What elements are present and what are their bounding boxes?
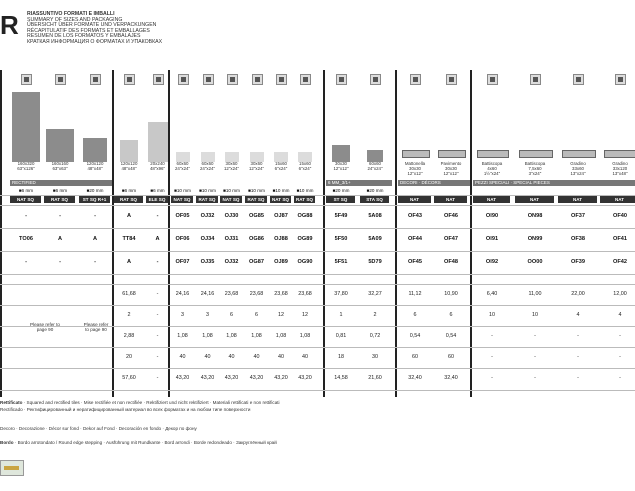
packaging-value: 37,80 [334, 291, 348, 297]
product-code: ON98 [527, 213, 543, 219]
shade-variation-icon [276, 74, 287, 85]
packaging-value: 11,12 [408, 291, 422, 297]
product-code: OF48 [444, 259, 458, 265]
packaging-value: 57,60 [122, 375, 136, 381]
thickness-label: ■20 mm [366, 188, 384, 193]
product-code: 5A08 [368, 213, 382, 219]
product-code: OF40 [613, 213, 627, 219]
tile-size-swatch [148, 122, 168, 162]
size-inch: 1½"x24" [483, 171, 501, 176]
product-code: OJ30 [224, 213, 239, 219]
size-cm: Gradino 33x60 [570, 161, 586, 171]
product-code: OF38 [571, 236, 585, 242]
row-divider [0, 195, 635, 196]
header-line: SUMMARY OF SIZES AND PACKAGING [27, 16, 123, 23]
packaging-value: 43,20 [274, 375, 288, 381]
product-code: OO00 [527, 259, 543, 265]
packaging-value: 24,16 [200, 291, 215, 297]
packaging-value: 20 [126, 354, 132, 360]
shade-variation-icon [55, 74, 66, 85]
packaging-value: 23,68 [249, 291, 264, 297]
packaging-value: 4 [576, 312, 580, 318]
thickness-label: ■6 mm [150, 188, 165, 193]
shade-variation-icon [21, 74, 32, 85]
brand-logo: R [0, 10, 18, 40]
row-divider [0, 368, 635, 369]
size-label [360, 161, 390, 171]
packaging-value: - [491, 333, 493, 339]
trim-piece-swatch [438, 150, 466, 158]
size-label [245, 161, 268, 171]
size-inch: 12"x12" [407, 171, 423, 176]
size-cm: 30x60 [225, 161, 238, 166]
thickness-label: ■20 mm [332, 188, 350, 193]
size-cm: Pavimento 30x30 [440, 161, 462, 171]
product-code: OF06 [175, 236, 190, 242]
packaging-value: 23,68 [274, 291, 288, 297]
packaging-value: 0,72 [369, 333, 381, 339]
size-inch: 6"x24" [274, 166, 288, 171]
shade-variation-icon [410, 74, 421, 85]
packaging-value: 12,00 [613, 291, 627, 297]
product-code: OF37 [571, 213, 585, 219]
size-cm: 160x320 [17, 161, 35, 166]
summary-header [27, 12, 162, 46]
product-code: - [25, 213, 27, 219]
product-code: OF44 [408, 236, 422, 242]
footer-text: · Bordo arrotondato / Round edge stepping · Ausführung mit Rundkante · Bord arrondi · Borde redondeado · Закруглённый край [13, 440, 277, 445]
size-label [171, 161, 194, 171]
product-code: OF43 [408, 213, 422, 219]
size-label [398, 161, 432, 176]
product-code: A [92, 236, 98, 242]
packaging-value: 40 [179, 354, 186, 360]
tile-size-swatch [332, 145, 350, 162]
product-code: OF47 [444, 236, 458, 242]
column-header: NAT SQ [271, 197, 289, 202]
product-code: OF39 [571, 259, 585, 265]
product-code: - [94, 259, 96, 265]
shade-variation-icon [227, 74, 238, 85]
trim-piece-swatch [562, 150, 596, 158]
tile-size-swatch [46, 129, 74, 162]
packaging-value: 43,20 [249, 375, 264, 381]
size-inch: 12"x12" [443, 171, 459, 176]
packaging-value: 10 [489, 312, 495, 318]
packaging-value: 2 [127, 312, 131, 318]
size-cm: 120x120 [86, 161, 104, 166]
product-code: OG87 [249, 259, 264, 265]
packaging-value: 1,08 [177, 333, 188, 339]
thickness-label: ■6 mm [18, 188, 34, 193]
thickness-label: ■10 mm [174, 188, 191, 193]
column-header: NAT [398, 196, 431, 203]
column-header: NAT [434, 196, 467, 203]
footer-note-rectified [0, 400, 280, 405]
packaging-value: 18 [338, 354, 344, 360]
thickness-label: ■10 mm [248, 188, 265, 193]
column-header: NAT [558, 196, 597, 203]
row-divider [0, 305, 635, 306]
size-cm: 160x160 [51, 161, 69, 166]
product-code: - [156, 213, 159, 219]
packaging-value: 6 [413, 312, 417, 318]
product-code: OF42 [613, 259, 627, 265]
size-label [515, 161, 555, 176]
footer-note-rectified-ru: Rectificado · Ректифицированный и нератифицированный материал во всех форматах и на любом типе поверхности [0, 407, 251, 412]
packaging-value: 6,40 [486, 291, 498, 297]
trim-piece-swatch [477, 150, 509, 158]
refer-note: Please refer to page 90 [83, 322, 109, 333]
size-inch: 48"x48" [121, 166, 137, 171]
column-header: NAT SQ [10, 196, 41, 203]
size-cm: 60x60 [201, 161, 214, 166]
product-code: OG88 [297, 213, 313, 219]
shade-variation-icon [124, 74, 135, 85]
shade-variation-icon [615, 74, 626, 85]
tile-size-swatch [120, 140, 138, 162]
product-code: OJ87 [274, 213, 288, 219]
thickness-label: ■20 mm [86, 188, 104, 193]
product-code: A [126, 213, 132, 219]
packaging-value: 0,54 [409, 333, 421, 339]
product-code: A [155, 236, 160, 242]
shade-variation-icon [370, 74, 381, 85]
packaging-value: - [619, 375, 621, 381]
trim-piece-swatch [604, 150, 635, 158]
packaging-value: 22,00 [571, 291, 585, 297]
packaging-value: - [619, 333, 621, 339]
trim-piece-swatch [519, 150, 553, 158]
packaging-value: - [156, 375, 159, 381]
shade-variation-icon [203, 74, 214, 85]
packaging-value: - [156, 312, 159, 318]
trim-piece-swatch [402, 150, 430, 158]
product-code: OJ34 [200, 236, 215, 242]
size-inch: 3"x24" [528, 171, 542, 176]
size-label [434, 161, 468, 176]
size-inch: 63"x63" [52, 166, 68, 171]
size-label [79, 161, 111, 171]
product-code: OJ88 [274, 236, 288, 242]
size-cm: 120x120 [120, 161, 138, 166]
shade-variation-icon [573, 74, 584, 85]
tile-size-swatch [83, 138, 107, 162]
thickness-label: ■10 mm [199, 188, 216, 193]
shade-variation-icon [487, 74, 498, 85]
row-divider [0, 390, 635, 391]
product-code: OG86 [249, 236, 264, 242]
size-inch: 6"x24" [298, 166, 312, 171]
product-code: OF41 [613, 236, 627, 242]
size-cm: Gradino 33x120 [612, 161, 628, 171]
packaging-value: 32,40 [408, 375, 422, 381]
shade-variation-icon [153, 74, 164, 85]
packaging-value: 43,20 [200, 375, 215, 381]
packaging-value: 60 [448, 354, 454, 360]
size-label [558, 161, 598, 176]
product-code: OG90 [297, 259, 313, 265]
packaging-value: 1,08 [251, 333, 262, 339]
size-label [473, 161, 511, 176]
pallet-icon [0, 460, 24, 476]
product-code: OJ32 [200, 213, 215, 219]
packaging-value: 40 [278, 354, 284, 360]
size-inch: 63"x126" [17, 166, 35, 171]
product-code: 5F49 [334, 213, 348, 219]
size-inch: 48"x48" [87, 166, 103, 171]
packaging-value: - [156, 333, 159, 339]
packaging-value: 1,08 [299, 333, 311, 339]
packaging-value: 3 [206, 312, 209, 318]
shade-variation-icon [336, 74, 347, 85]
size-label [326, 161, 356, 171]
product-code: A [57, 236, 63, 242]
band-decors: DECORI · DÉCORS [398, 180, 470, 186]
packaging-value: 32,40 [444, 375, 458, 381]
product-code: - [59, 259, 61, 265]
product-code: - [25, 259, 27, 265]
column-header: RAT SQ [196, 196, 218, 203]
shade-variation-icon [178, 74, 189, 85]
column-header: NAT [600, 196, 635, 203]
thickness-label: ■10 mm [296, 188, 314, 193]
product-code: TO06 [19, 236, 33, 242]
size-inch: 12"x24" [248, 166, 265, 171]
packaging-value: - [156, 354, 159, 360]
product-code: OG85 [249, 213, 264, 219]
column-header: NAT SQ [220, 196, 242, 203]
band-special-pieces: PEZZI SPECIALI · SPECIAL PIECES [473, 180, 635, 186]
size-inch: 24"x24" [367, 166, 383, 171]
size-label [196, 161, 219, 171]
size-label [220, 161, 243, 171]
header-line: RESUMEN DE LOS FORMATOS Y EMBALAJES [27, 33, 141, 40]
footer-text: · Squared and rectified tiles · Mise rectifiée et non rectifiée · Rektifiziert und nicht rektifiziert · Materiali rettificati e non rettificati [22, 400, 280, 405]
column-header: ST SQ [326, 196, 355, 203]
packaging-value: - [577, 375, 579, 381]
packaging-value: 40 [302, 354, 308, 360]
product-code: - [156, 259, 159, 265]
column-header: ST SQ R+1 [79, 196, 110, 203]
packaging-value: 11,00 [528, 291, 542, 297]
size-inch: 12"x24" [223, 166, 240, 171]
row-divider [0, 205, 635, 206]
size-cm: 60x60 [176, 161, 189, 166]
packaging-value: - [619, 354, 621, 360]
packaging-value: - [577, 333, 579, 339]
tile-size-swatch [12, 92, 40, 162]
product-code: OF46 [444, 213, 458, 219]
column-header: RAT SQ [114, 196, 143, 203]
size-label [270, 161, 292, 171]
packaging-value: 2,88 [123, 333, 135, 339]
footer-label: Bordo [0, 440, 14, 445]
column-header: NAT [515, 196, 554, 203]
packaging-value: 1 [339, 312, 343, 318]
packaging-value: - [577, 354, 579, 360]
size-inch: 13"x48" [612, 171, 628, 176]
packaging-value: - [491, 354, 493, 360]
packaging-value: 24,16 [175, 291, 190, 297]
refer-note: Please refer to page 90 [30, 322, 60, 333]
column-header: RAT SQ [44, 196, 75, 203]
size-label [114, 161, 144, 171]
packaging-value: 60 [412, 354, 418, 360]
product-code: 5A09 [368, 236, 382, 242]
packaging-value: 43,20 [298, 375, 312, 381]
packaging-value: 3 [181, 312, 184, 318]
row-divider [0, 228, 635, 229]
packaging-value: 23,68 [224, 291, 239, 297]
packaging-value: 6 [230, 312, 233, 318]
packaging-value: - [534, 354, 536, 360]
packaging-value: 10,90 [444, 291, 458, 297]
packaging-value: 40 [204, 354, 211, 360]
footer-note-edge [0, 440, 277, 445]
band-6mm: 6 MM_3/1+ [326, 180, 392, 186]
size-label [146, 161, 169, 171]
packaging-value: 12 [302, 312, 308, 318]
row-divider [0, 284, 635, 285]
packaging-value: 23,68 [298, 291, 312, 297]
footer-label: Rettificato [0, 400, 23, 405]
column-header: RAT SQ [245, 196, 267, 203]
packaging-value: - [156, 291, 159, 297]
packaging-value: 21,60 [368, 375, 382, 381]
header-line: RIASSUNTIVO FORMATI E IMBALLI [27, 11, 115, 17]
size-cm: 30x60 [250, 161, 263, 166]
packaging-value: 10 [532, 312, 538, 318]
packaging-value: 0,81 [335, 333, 347, 339]
size-label [44, 161, 76, 171]
shade-variation-icon [90, 74, 101, 85]
packaging-value: 12 [278, 312, 284, 318]
product-code: OG89 [297, 236, 313, 242]
header-line: КРАТКАЯ ИНФОРМАЦИЯ О ФОРМАТАХ И УПАКОВКАХ [27, 38, 163, 45]
product-code: OF07 [175, 259, 190, 265]
product-code: OI91 [485, 236, 499, 242]
product-code: 5F51 [334, 259, 348, 265]
shade-variation-icon [252, 74, 263, 85]
thickness-label: ■6 mm [121, 188, 137, 193]
packaging-value: 40 [228, 354, 235, 360]
size-cm: Battiscopa 7,5x60 [524, 161, 546, 171]
packaging-value: 0,54 [445, 333, 457, 339]
product-code: 5D79 [368, 259, 382, 265]
packaging-value: 6 [449, 312, 453, 318]
column-header: NAT [473, 196, 510, 203]
footer-note-decor: Decoro · Decorazione · Décor sur fond · Dekor auf Fond · Decoración en fondo · Декор по фону [0, 426, 197, 431]
packaging-value: 1,08 [275, 333, 287, 339]
size-cm: 20x240 [150, 161, 165, 166]
packaging-value: 14,58 [334, 375, 348, 381]
packaging-value: 32,27 [368, 291, 382, 297]
band-rectified: RECTIFIED [10, 180, 112, 186]
product-code: OJ32 [224, 259, 239, 265]
shade-variation-icon [446, 74, 457, 85]
shade-variation-icon [300, 74, 311, 85]
product-code: OJ89 [274, 259, 288, 265]
size-cm: 30x30 [335, 161, 347, 166]
column-header: RAT SQ [295, 197, 313, 202]
product-code: 5F50 [334, 236, 348, 242]
header-line: ÜBERSICHT ÜBER FORMATE UND VERPACKUNGEN [27, 22, 157, 29]
column-header: ELE SQ [146, 196, 168, 203]
row-divider [0, 347, 635, 348]
thickness-label: ■10 mm [272, 188, 290, 193]
row-divider [0, 251, 635, 252]
size-inch: 24"x24" [174, 166, 191, 171]
size-cm: 15x60 [299, 161, 311, 166]
size-inch: 13"x24" [570, 171, 586, 176]
product-code: OF05 [175, 213, 190, 219]
size-cm: Mattonella 30x30 [404, 161, 426, 171]
packaging-value: 61,68 [122, 291, 136, 297]
column-header: NAT SQ [171, 196, 193, 203]
product-code: OI92 [485, 259, 499, 265]
size-label [294, 161, 316, 171]
packaging-value: 43,20 [175, 375, 190, 381]
product-code: - [59, 213, 61, 219]
packaging-value: 4 [618, 312, 622, 318]
product-code: ON99 [527, 236, 543, 242]
size-cm: 15x60 [275, 161, 287, 166]
product-code: OI90 [485, 213, 499, 219]
header-line: RÉCAPITULATIF DES FORMATS ET EMBALLAGES [27, 27, 150, 34]
product-code: OJ35 [200, 259, 215, 265]
product-code: OJ31 [224, 236, 239, 242]
packaging-value: 1,08 [226, 333, 237, 339]
packaging-value: 43,20 [224, 375, 239, 381]
packaging-value: - [491, 375, 493, 381]
size-inch: 12"x12" [333, 166, 349, 171]
product-code: TT84 [122, 236, 136, 242]
shade-variation-icon [530, 74, 541, 85]
packaging-value: 6 [255, 312, 258, 318]
packaging-value: - [534, 375, 536, 381]
product-code: - [94, 213, 96, 219]
packaging-value: 40 [253, 354, 260, 360]
thickness-label: ■10 mm [223, 188, 240, 193]
packaging-value: - [534, 333, 536, 339]
size-label [10, 161, 42, 171]
size-cm: Battiscopa 4x60 [481, 161, 503, 171]
size-label [600, 161, 635, 176]
packaging-value: 1,08 [202, 333, 213, 339]
product-code: A [126, 259, 132, 265]
size-inch: 24"x24" [199, 166, 216, 171]
thickness-label: ■6 mm [52, 188, 68, 193]
packaging-value: 2 [373, 312, 377, 318]
size-cm: 60x60 [369, 161, 381, 166]
column-header: STA SQ [360, 196, 389, 203]
size-inch: 48"x96" [149, 166, 166, 171]
row-divider [0, 274, 635, 275]
packaging-value: 30 [372, 354, 378, 360]
product-code: OF45 [408, 259, 422, 265]
